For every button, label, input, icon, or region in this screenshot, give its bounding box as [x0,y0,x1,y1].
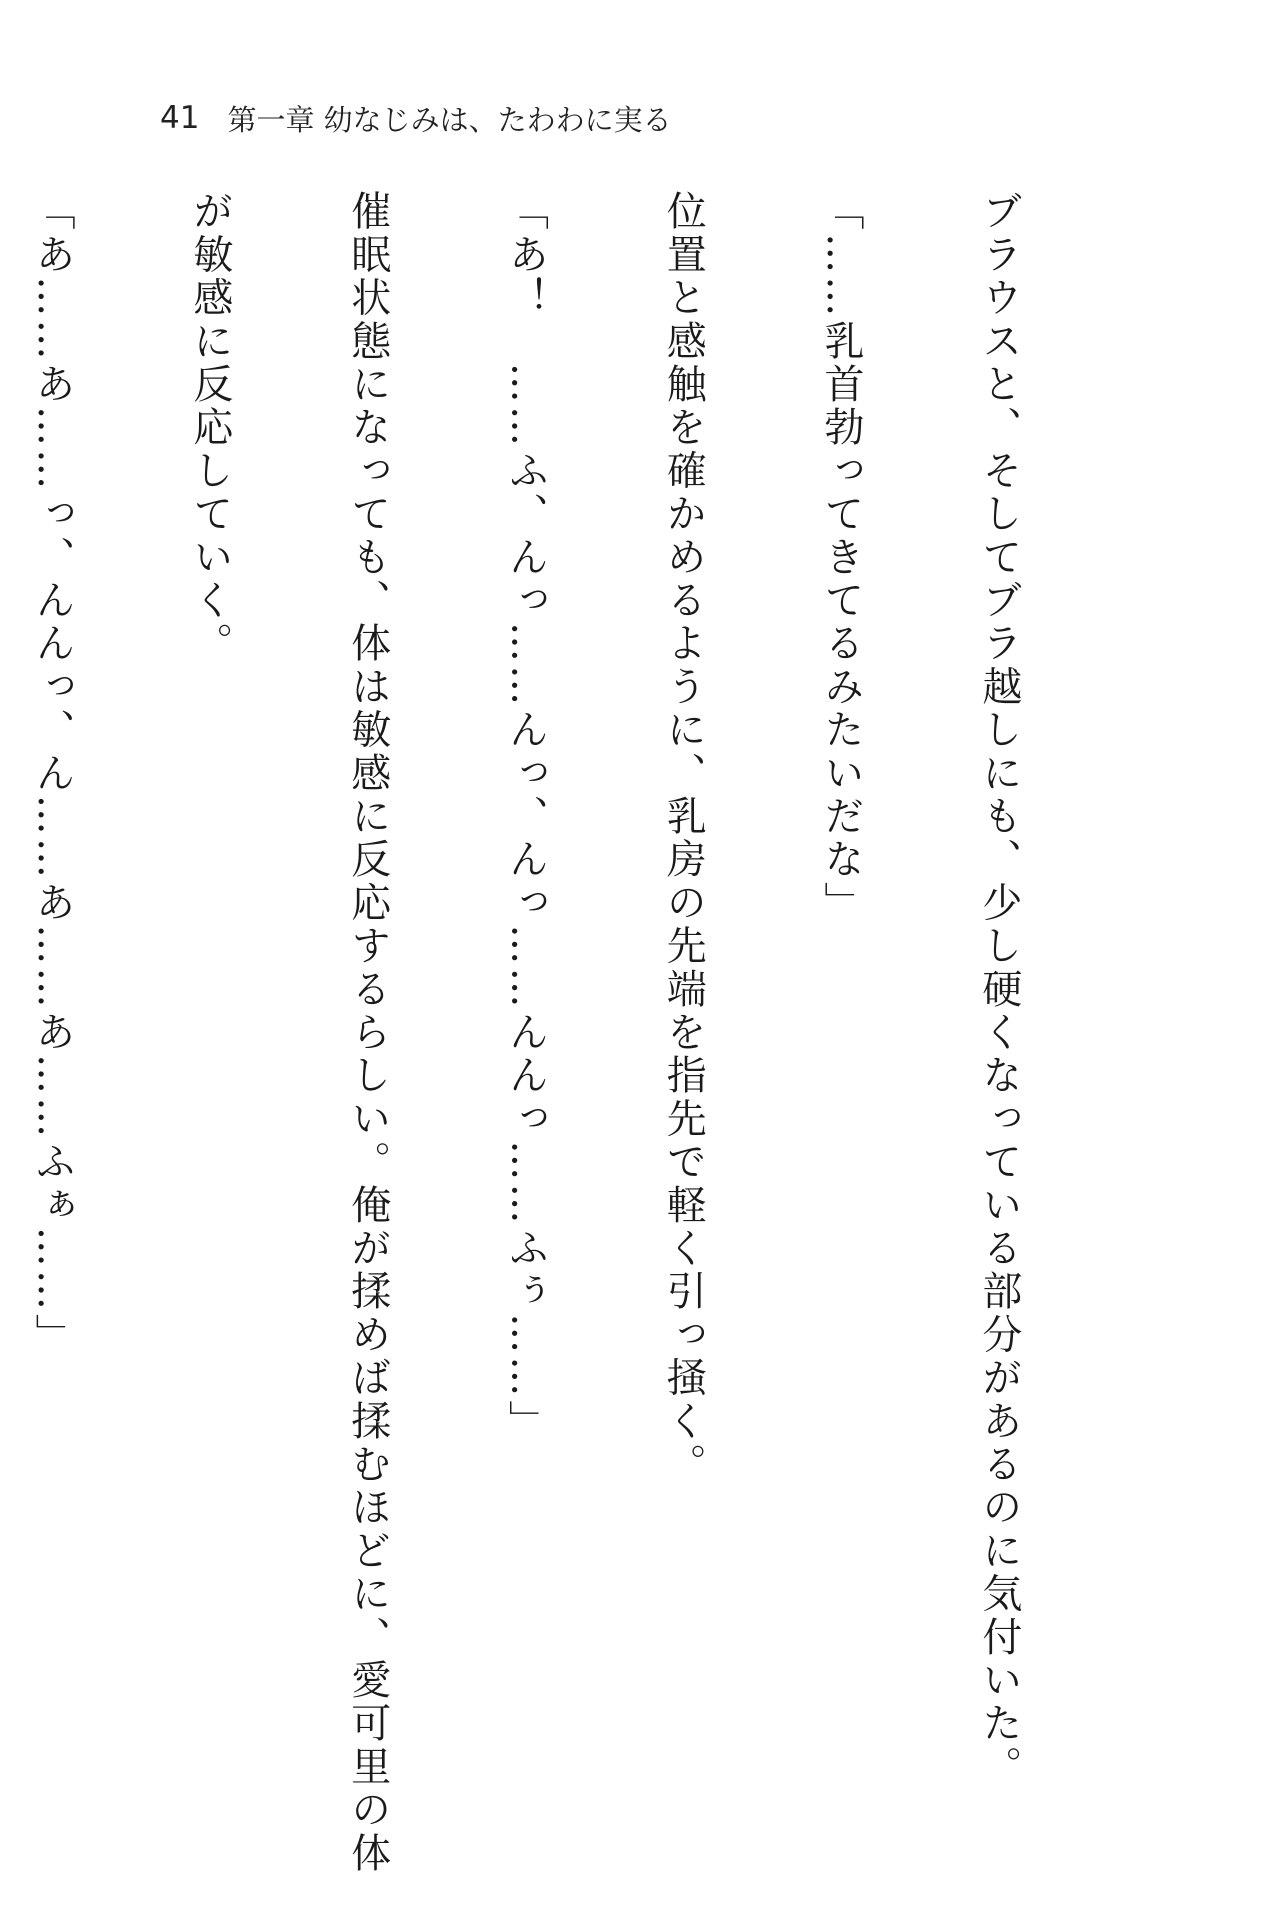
text-line-7: 「あ……あ……っ、んんっ、ん……あ……あ……ふぁ……」 [29,190,76,1357]
text-line-1: ブラウスと、そしてブラ越しにも、少し硬くなっている部分があるのに気付いた。 [975,190,1022,1789]
body-text [29,190,1130,1875]
chapter-title: 第一章 幼なじみは、たわわに実る [227,102,672,137]
text-line-2: 「……乳首勃ってきてるみたいだな」 [818,190,865,925]
text-line-4: 「あ！ ……ふ、んっ……んっ、んっ……んんっ……ふぅ……」 [502,190,549,1443]
text-line-6: が敏感に反応していく。 [186,190,233,666]
page-number: 41 [160,100,200,136]
text-line-5: 催眠状態になっても、体は敏感に反応するらしい。俺が揉めば揉むほどに、愛可里の体 [344,190,391,1875]
text-line-3: 位置と感触を確かめるように、乳房の先端を指先で軽く引っ掻く。 [660,190,707,1486]
running-header [160,96,672,140]
